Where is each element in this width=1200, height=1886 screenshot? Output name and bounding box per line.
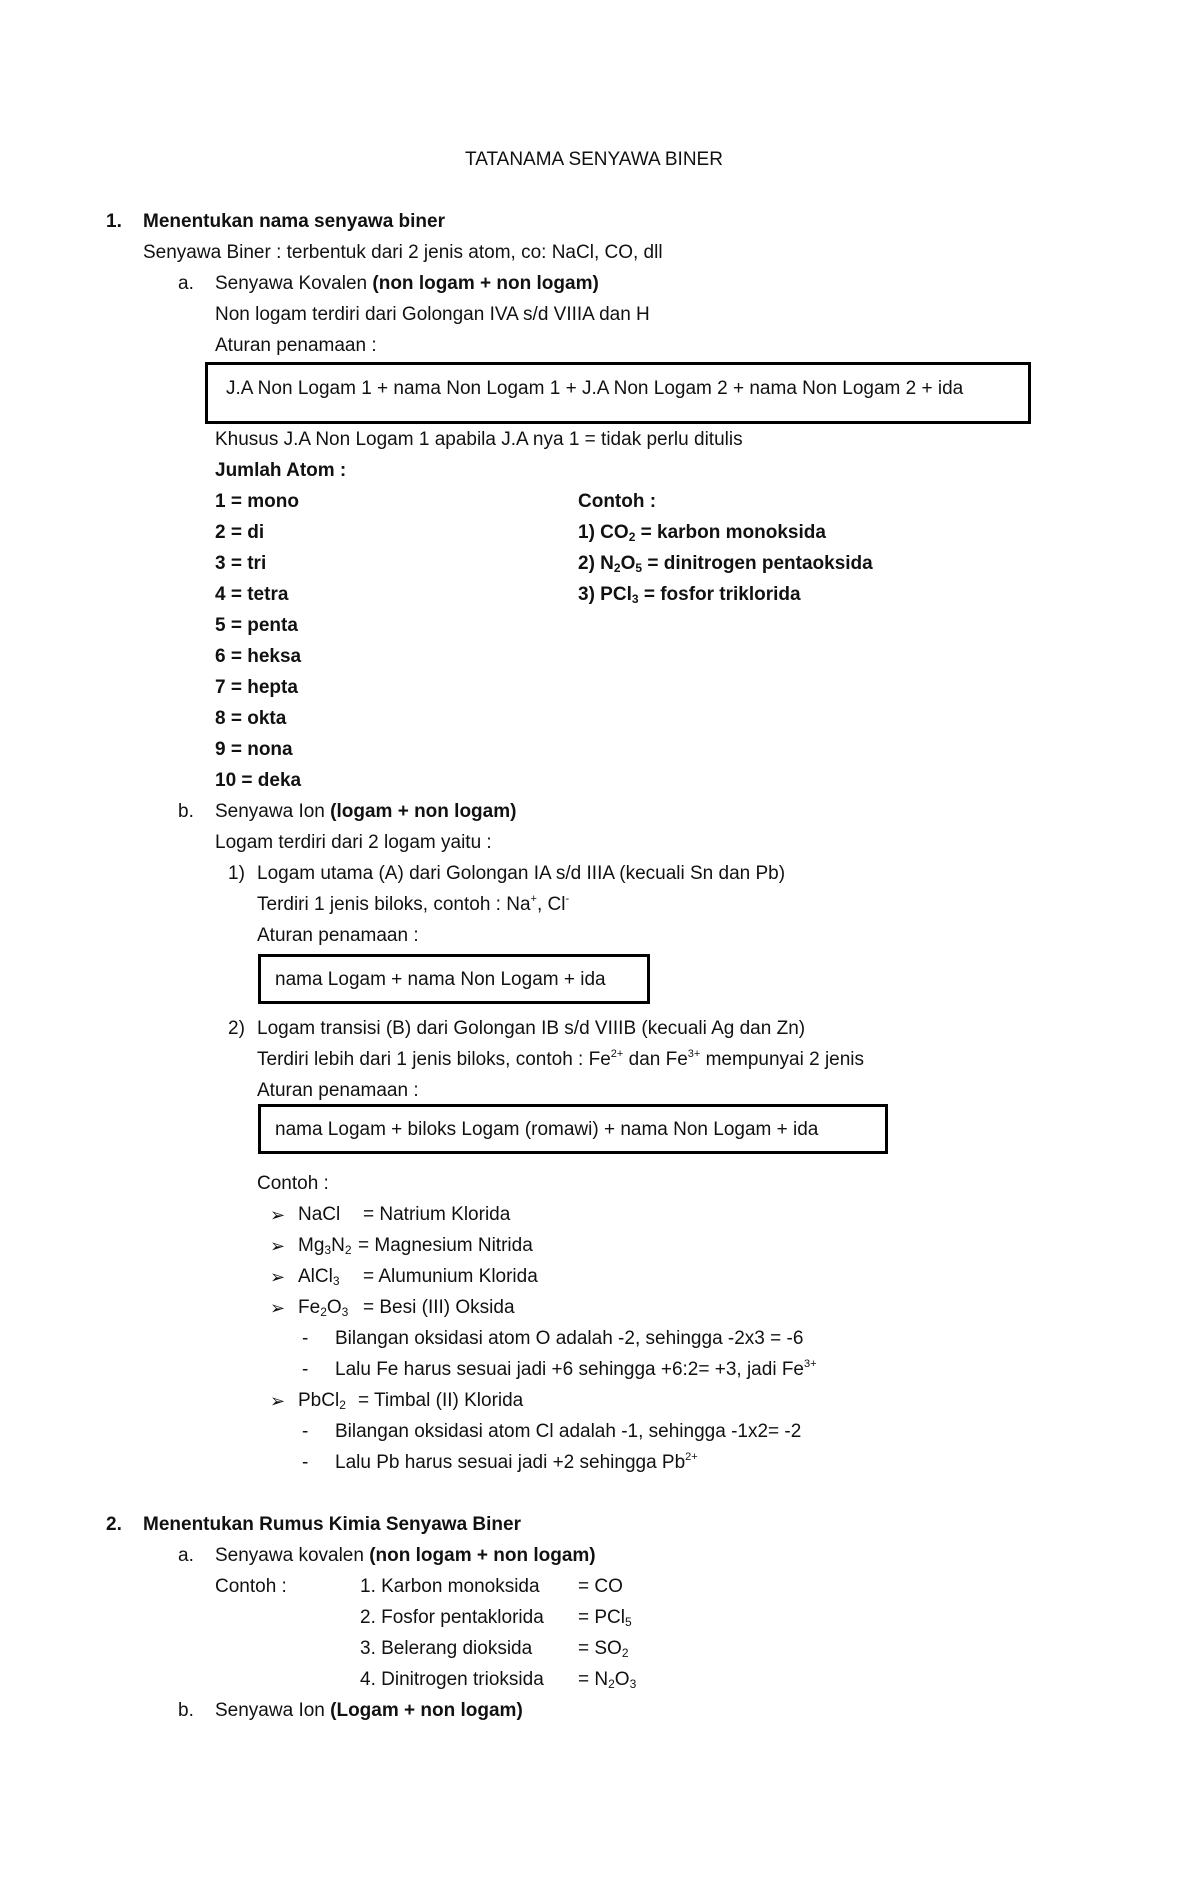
arrow-bullet-icon: ➢ [270, 1298, 286, 1318]
jumlah-item: 8 = okta [215, 708, 287, 729]
example-formula: $Mg_3N_2$ [298, 1235, 352, 1257]
arrow-bullet-icon: ➢ [270, 1391, 286, 1411]
dash-bullet: - [302, 1359, 309, 1380]
arrow-bullet-icon: ➢ [270, 1205, 286, 1225]
jumlah-item: 9 = nona [215, 739, 293, 760]
naming-rule-box-main-metal [258, 954, 650, 1004]
arrow-bullet-icon: ➢ [270, 1267, 286, 1287]
point-2-line2: Terdiri lebih dari 1 jenis biloks, contoh : $Fe^{2+}$ dan $Fe^{3+}$ mempunyai 2 jenis [257, 1048, 865, 1070]
example-formula: AlCl$_3$ [298, 1266, 340, 1288]
explanation-line: Bilangan oksidasi atom O adalah -2, sehingga -2x3 = -6 [335, 1328, 804, 1349]
dash-bullet: - [302, 1452, 309, 1473]
item-a-rule-label: Aturan penamaan : [215, 335, 377, 356]
example-formula: NaCl [298, 1204, 341, 1225]
point-1-text: Logam utama (A) dari Golongan IA s/d IIIA (kecuali Sn dan Pb) [257, 863, 786, 884]
naming-rule-box-covalent [205, 362, 1031, 424]
jumlah-item: 7 = hepta [215, 677, 298, 698]
dash-bullet: - [302, 1328, 309, 1349]
contoh-a-1: 1) $CO_2$ = karbon monoksida [578, 522, 826, 544]
naming-rule-covalent-text: J.A Non Logam 1 + nama Non Logam 1 + J.A Non Logam 2 + nama Non Logam 2 + ida [226, 378, 964, 399]
jumlah-item: 2 = di [215, 522, 265, 543]
item-a-label: Senyawa Kovalen (non logam + non logam) [215, 273, 599, 294]
compound-formula: = $N_2O_3$ [578, 1669, 637, 1691]
naming-rule-transition-metal-text: nama Logam + biloks Logam (romawi) + nama Non Logam + ida [275, 1119, 819, 1140]
contoh-a-3: 3) PCl$_3$ = fosfor triklorida [578, 584, 801, 606]
arrow-bullet-icon: ➢ [270, 1236, 286, 1256]
contoh-a-2: 2) $N_2O_5$ = dinitrogen pentaoksida [578, 553, 873, 575]
example-name: = Alumunium Klorida [363, 1266, 538, 1287]
compound-name: 2. Fosfor pentaklorida [360, 1607, 544, 1628]
point-1-rule-label: Aturan penamaan : [257, 925, 419, 946]
jumlah-item: 3 = tri [215, 553, 267, 574]
item-a-note: Khusus J.A Non Logam 1 apabila J.A nya 1 = tidak perlu ditulis [215, 429, 743, 450]
example-name: = Timbal (II) Klorida [358, 1390, 524, 1411]
jumlah-item: 10 = deka [215, 770, 302, 791]
point-2-rule-label: Aturan penamaan : [257, 1080, 419, 1101]
item-2a-label: Senyawa kovalen (non logam + non logam) [215, 1545, 596, 1566]
item-a-marker: a. [178, 273, 194, 294]
jumlah-item: 4 = tetra [215, 584, 289, 605]
compound-formula: = CO [578, 1576, 623, 1597]
item-2b-marker: b. [178, 1700, 194, 1721]
section-2-number: 2. [106, 1514, 122, 1535]
example-name: = Besi (III) Oksida [363, 1297, 515, 1318]
example-formula: $Fe_2O_3$ [298, 1297, 349, 1319]
explanation-line: Bilangan oksidasi atom Cl adalah -1, sehingga -1x2= -2 [335, 1421, 802, 1442]
item-b-marker: b. [178, 801, 194, 822]
section-2-heading: Menentukan Rumus Kimia Senyawa Biner [143, 1514, 521, 1535]
contoh-heading-a: Contoh : [578, 491, 657, 512]
contoh-heading-b: Contoh : [257, 1173, 329, 1194]
naming-rule-main-metal-text: nama Logam + nama Non Logam + ida [275, 969, 606, 990]
compound-name: 4. Dinitrogen trioksida [360, 1669, 544, 1690]
point-2-text: Logam transisi (B) dari Golongan IB s/d VIIIB (kecuali Ag dan Zn) [257, 1018, 806, 1039]
page-title: TATANAMA SENYAWA BINER [465, 149, 723, 170]
point-1-marker: 1) [228, 863, 245, 884]
naming-rule-box-transition-metal [258, 1104, 888, 1154]
compound-name: 1. Karbon monoksida [360, 1576, 540, 1597]
compound-name: 3. Belerang dioksida [360, 1638, 533, 1659]
example-formula: PbCl$_2$ [298, 1390, 346, 1412]
item-b-line1: Logam terdiri dari 2 logam yaitu : [215, 832, 492, 853]
item-2a-marker: a. [178, 1545, 194, 1566]
point-2-marker: 2) [228, 1018, 245, 1039]
compound-formula: = PCl$_5$ [578, 1607, 632, 1629]
compound-formula: = $SO_2$ [578, 1638, 629, 1660]
section-1-intro: Senyawa Biner : terbentuk dari 2 jenis atom, co: NaCl, CO, dll [143, 242, 663, 263]
item-b-label: Senyawa Ion (logam + non logam) [215, 801, 517, 822]
example-name: = Natrium Klorida [363, 1204, 511, 1225]
jumlah-item: 5 = penta [215, 615, 298, 636]
item-a-line1: Non logam terdiri dari Golongan IVA s/d VIIIA dan H [215, 304, 650, 325]
example-name: = Magnesium Nitrida [358, 1235, 533, 1256]
section-1-heading: Menentukan nama senyawa biner [143, 211, 445, 232]
dash-bullet: - [302, 1421, 309, 1442]
section-1-number: 1. [106, 211, 122, 232]
contoh-label-2a: Contoh : [215, 1576, 287, 1597]
item-2b-label: Senyawa Ion (Logam + non logam) [215, 1700, 523, 1721]
jumlah-item: 6 = heksa [215, 646, 302, 667]
jumlah-atom-heading: Jumlah Atom : [215, 460, 347, 481]
jumlah-item: 1 = mono [215, 491, 299, 512]
explanation-line: Lalu Pb harus sesuai jadi +2 sehingga $Pb^{2+}$ [335, 1451, 698, 1473]
explanation-line: Lalu Fe harus sesuai jadi +6 sehingga +6:2= +3, jadi $Fe^{3+}$ [335, 1358, 817, 1380]
point-1-line2: Terdiri 1 jenis biloks, contoh : Na+, Cl- [257, 893, 570, 915]
